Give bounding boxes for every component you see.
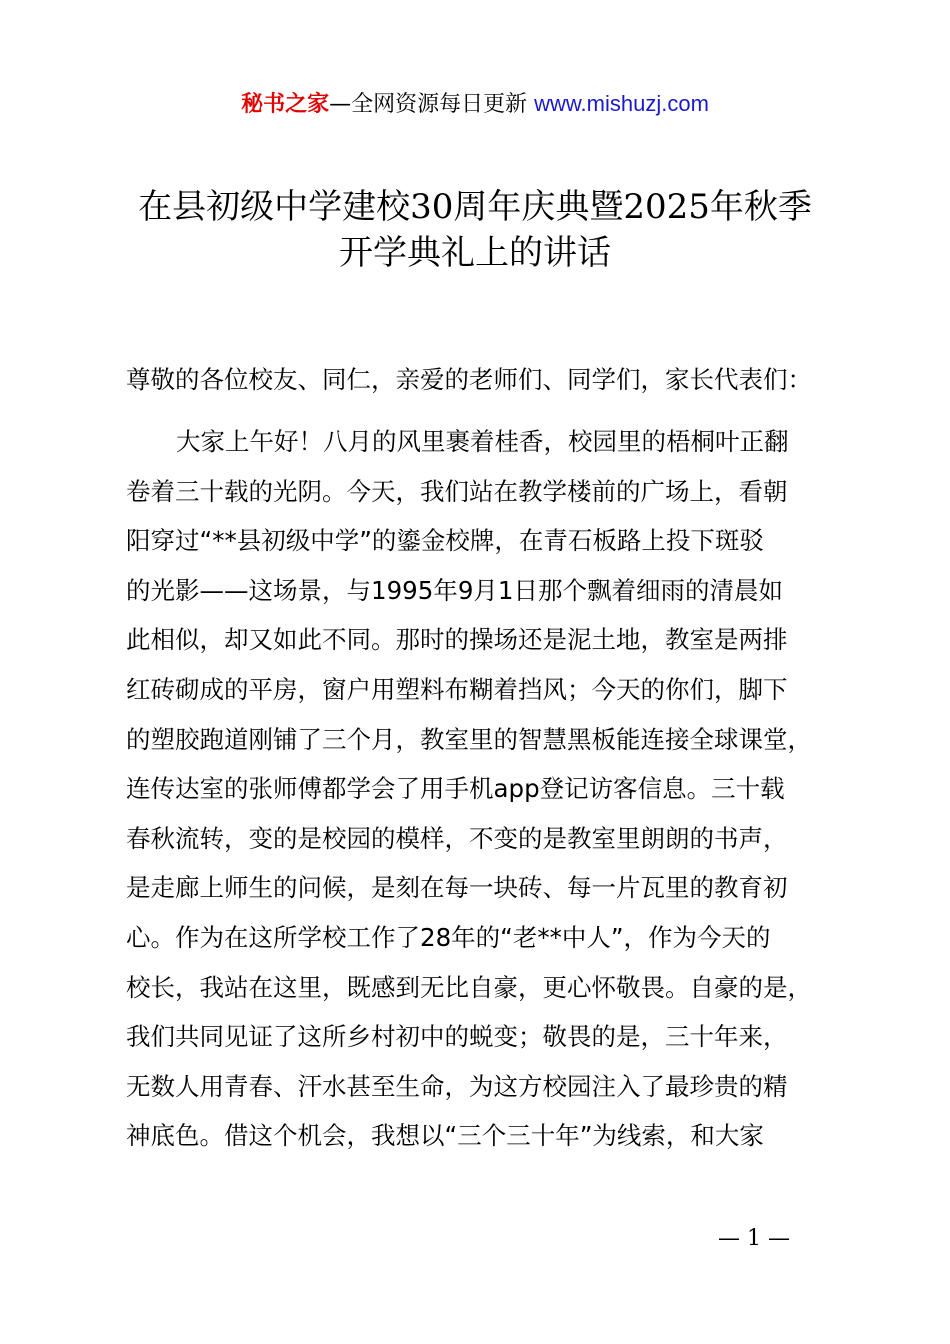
title-line-2: 开学典礼上的讲话	[339, 233, 611, 273]
body-line: 卷着三十载的光阴。今天，我们站在教学楼前的广场上，看朝	[126, 476, 788, 506]
site-slogan: —全网资源每日更新	[329, 92, 535, 117]
body-line: 心。作为在这所学校工作了28年的“老**中人”，作为今天的	[126, 922, 771, 952]
body-line: 无数人用青春、汗水甚至生命，为这方校园注入了最珍贵的精	[126, 1071, 788, 1101]
body-line: 是走廊上师生的问候，是刻在每一块砖、每一片瓦里的教育初	[126, 873, 788, 903]
document-title	[0, 184, 950, 276]
body-line: 神底色。借这个机会，我想以“三个三十年”为线索，和大家	[126, 1121, 764, 1151]
page-number: — 1 —	[718, 1226, 790, 1251]
body-line: 大家上午好！八月的风里裹着桂香，校园里的梧桐叶正翻	[176, 427, 789, 456]
body-line: 此相似，却又如此不同。那时的操场还是泥土地，教室是两排	[126, 625, 788, 655]
body-line: 连传达室的张师傅都学会了用手机app登记访客信息。三十载	[126, 774, 785, 804]
salutation: 尊敬的各位校友、同仁，亲爱的老师们、同学们，家长代表们：	[126, 365, 812, 394]
title-line-1: 在县初级中学建校30周年庆典暨2025年秋季	[138, 187, 812, 227]
speech-body	[126, 424, 846, 1168]
body-line: 的光影——这场景，与1995年9月1日那个飘着细雨的清晨如	[126, 575, 784, 605]
body-line: 春秋流转，变的是校园的模样，不变的是教室里朗朗的书声，	[126, 823, 788, 853]
site-header	[0, 88, 950, 121]
body-line: 的塑胶跑道刚铺了三个月，教室里的智慧黑板能连接全球课堂，	[126, 724, 812, 754]
body-line: 我们共同见证了这所乡村初中的蜕变；敬畏的是，三十年来，	[126, 1022, 788, 1052]
site-brand: 秘书之家	[241, 92, 330, 117]
body-line: 阳穿过“**县初级中学”的鎏金校牌，在青石板路上投下斑驳	[126, 526, 764, 556]
body-line: 校长，我站在这里，既感到无比自豪，更心怀敬畏。自豪的是，	[126, 972, 812, 1002]
body-line: 红砖砌成的平房，窗户用塑料布糊着挡风；今天的你们，脚下	[126, 674, 788, 704]
site-url-link[interactable]: www.mishuzj.com	[534, 91, 709, 116]
